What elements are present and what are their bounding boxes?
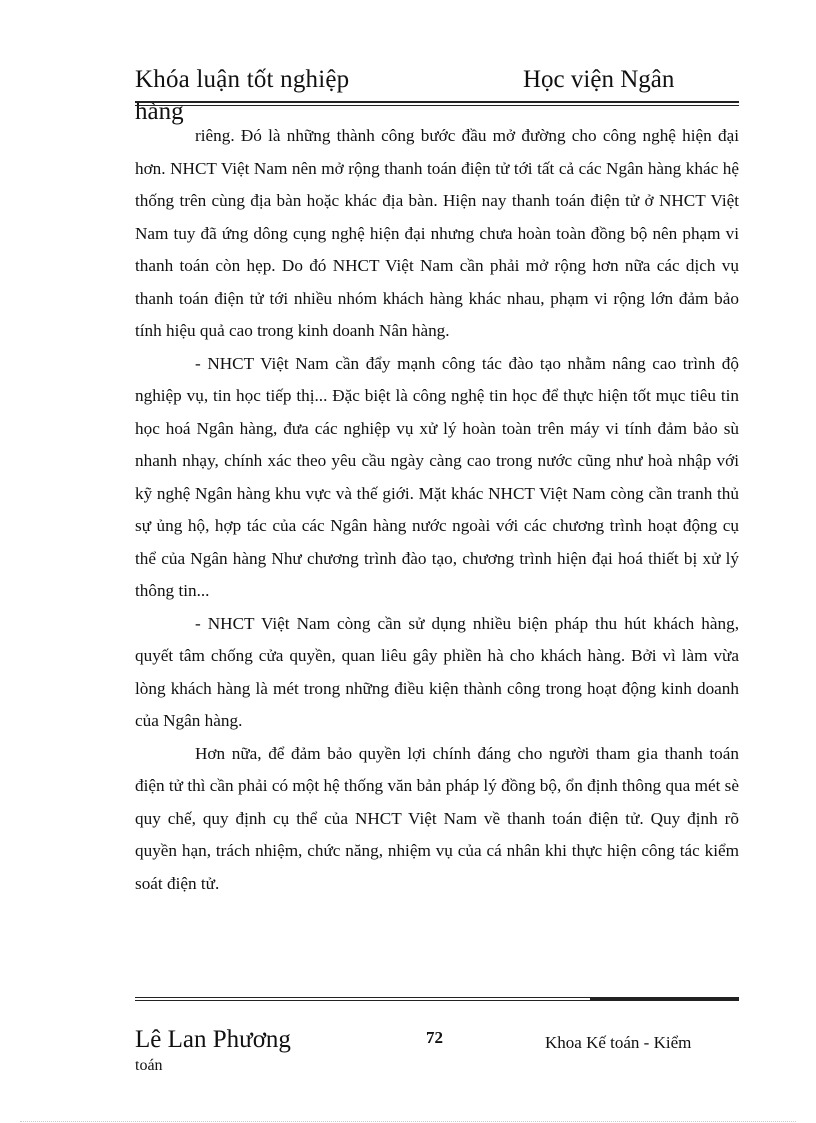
header-title-right-wrap: hàng xyxy=(135,98,184,125)
footer-rule-accent xyxy=(590,998,739,1001)
paragraph-3: - NHCT Việt Nam còng cần sử dụng nhiều biện pháp thu hút khách hàng, quyết tâm chống cửa quyền, quan liêu gây phiền hà cho khách hàng. Bởi vì làm vừa lòng khách hàng là mét trong những điều kiện thành công trong hoạt động kinh doanh của Ngân hàng. xyxy=(135,613,739,730)
header-rule-thin xyxy=(135,105,739,106)
footer-department-wrap: toán xyxy=(135,1057,163,1074)
header-title-right: Học viện Ngân xyxy=(523,66,675,93)
paragraph-2: - NHCT Việt Nam cần đẩy mạnh công tác đào tạo nhằm nâng cao trình độ nghiệp vụ, tin học tiếp thị... Đặc biệt là công nghệ tin học để thực hiện tốt mục tiêu tin học hoá Ngân hàng, đưa các nghiệp vụ xử lý hoàn toàn trên máy vi tính đảm bảo sù nhanh nhạy, chính xác theo yêu cầu ngày càng cao trong nước cũng như hoà nhập với kỹ nghệ Ngân hàng khu vực và thế giới. Mặt khác NHCT Việt Nam còng cần tranh thủ sự ủng hộ, hợp tác của các Ngân hàng nước ngoài với các chương trình hoạt động cụ thể của Ngân hàng Như chương trình đào tạo, chương trình hiện đại hoá thiết bị xử lý thông tin... xyxy=(135,353,739,600)
paragraph-4: Hơn nữa, để đảm bảo quyền lợi chính đáng cho người tham gia thanh toán điện tử thì cần phải có một hệ thống văn bản pháp lý đồng bộ, ổn định thông qua mét sè quy chế, quy định cụ thể của NHCT Việt Nam về thanh toán điện tử. Quy định rõ quyền hạn, trách nhiệm, chức năng, nhiệm vụ của cá nhân khi thực hiện công tác kiểm soát điện tử. xyxy=(135,743,739,893)
footer-author: Lê Lan Phương xyxy=(135,1026,291,1053)
header-title-left: Khóa luận tốt nghiệp xyxy=(135,66,350,93)
footer-department: Khoa Kế toán - Kiểm xyxy=(545,1033,692,1052)
header-rule-thick xyxy=(135,101,739,103)
page-number: 72 xyxy=(426,1028,443,1047)
page-bottom-divider xyxy=(20,1121,796,1122)
paragraph-1: riêng. Đó là những thành công bước đầu mở đường cho công nghệ hiện đại hơn. NHCT Việt Nam nên mở rộng thanh toán điện tử tới tất cả các Ngân hàng khác hệ thống trên cùng địa bàn hoặc khác địa bàn. Hiện nay thanh toán điện tử ở NHCT Việt Nam tuy đã ứng dông cụng nghệ hiện đại nhưng chưa hoàn toàn đồng bộ nên phạm vi thanh toán còn hẹp. Do đó NHCT Việt Nam cần phải mở rộng hơn nữa các dịch vụ thanh toán điện tử tới nhiều nhóm khách hàng khác nhau, phạm vi rộng lớn đảm bảo tính hiệu quả cao trong kinh doanh Nân hàng. xyxy=(135,126,739,340)
page-body xyxy=(135,120,739,900)
